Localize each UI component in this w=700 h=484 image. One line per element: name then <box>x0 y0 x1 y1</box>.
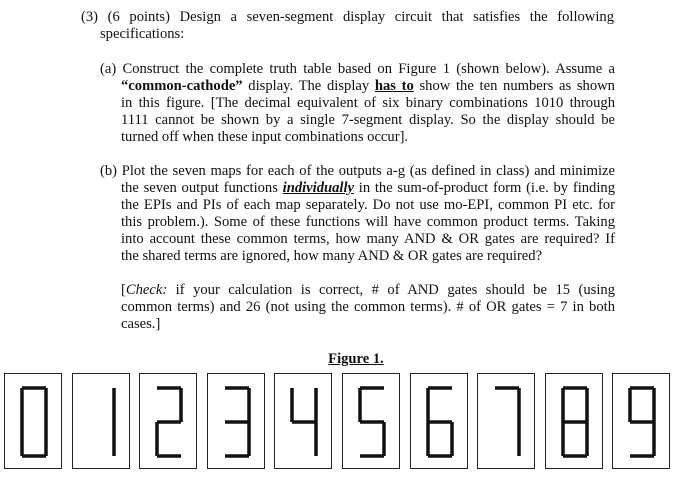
individually-emphasis: individually <box>282 180 355 196</box>
check-line-2: common terms) and 26 (not using the common terms). # of OR gates = 7 in both <box>121 299 615 315</box>
part-a-line-5: turned off when these input combinations occur]. <box>121 129 409 145</box>
figure-caption: Figure 1. <box>328 351 384 367</box>
has-to-emphasis: has to <box>374 78 414 94</box>
digit-4-segments <box>275 374 333 470</box>
check-line-1 <box>121 282 615 299</box>
digit-3-segments <box>208 374 266 470</box>
part-b-line-2-end: in the sum-of-product form (i.e. by finding <box>354 180 616 196</box>
digit-5-display <box>342 373 400 469</box>
part-a-line-3: in this figure. [The decimal equivalent of six binary combinations 1010 through <box>121 95 615 111</box>
digit-3-display <box>207 373 265 469</box>
part-a-line-1: (a) Construct the complete truth table based on Figure 1 (shown below). Assume a <box>100 61 615 77</box>
digit-5-segments <box>343 374 401 470</box>
check-line-1-rest: if your calculation is correct, # of AND gates should be 15 (using <box>167 282 615 298</box>
part-a-line-2 <box>121 78 615 95</box>
part-a-line-4: 1111 cannot be shown by a single 7-segment display. So the display should be <box>121 112 615 128</box>
digit-0-display <box>4 373 62 469</box>
digit-1-segments <box>73 374 131 470</box>
check-line-3: cases.] <box>121 316 161 332</box>
part-b-line-5: into account these common terms, how many AND & OR gates are required? If <box>121 231 615 247</box>
digit-0-segments <box>5 374 63 470</box>
digit-2-segments <box>140 374 198 470</box>
digit-6-segments <box>411 374 469 470</box>
digit-9-segments <box>613 374 671 470</box>
part-a-line-2-mid: display. The display <box>242 78 375 94</box>
part-b-line-6: the shared terms are ignored, how many AND & OR gates are required? <box>121 248 543 264</box>
digit-6-display <box>410 373 468 469</box>
digit-8-display <box>545 373 603 469</box>
check-open-bracket: [ <box>121 282 126 298</box>
digit-9-display <box>612 373 670 469</box>
digit-8-segments <box>546 374 604 470</box>
part-b-line-3: the EPIs and PIs of each map separately. Do not use mo-EPI, common PI etc. for <box>121 197 615 213</box>
common-cathode-term: “common-cathode” <box>121 78 243 94</box>
part-b-line-2 <box>121 180 615 197</box>
digit-7-segments <box>478 374 536 470</box>
part-b-line-4: this problem.). Some of these functions will have common product terms. Taking <box>121 214 615 230</box>
part-a-line-2-end: show the ten numbers as shown <box>413 78 615 94</box>
digit-4-display <box>274 373 332 469</box>
digit-1-display <box>72 373 130 469</box>
digit-7-display <box>477 373 535 469</box>
seven-segment-figure <box>4 373 700 475</box>
part-b-line-1: (b) Plot the seven maps for each of the outputs a-g (as defined in class) and minimize <box>100 163 615 179</box>
digit-2-display <box>139 373 197 469</box>
check-label: Check: <box>125 282 168 298</box>
problem-header: (3) (6 points) Design a seven-segment display circuit that satisfies the following <box>81 9 614 25</box>
problem-header-cont: specifications: <box>100 26 185 42</box>
part-b-line-2-start: the seven output functions <box>121 180 283 196</box>
